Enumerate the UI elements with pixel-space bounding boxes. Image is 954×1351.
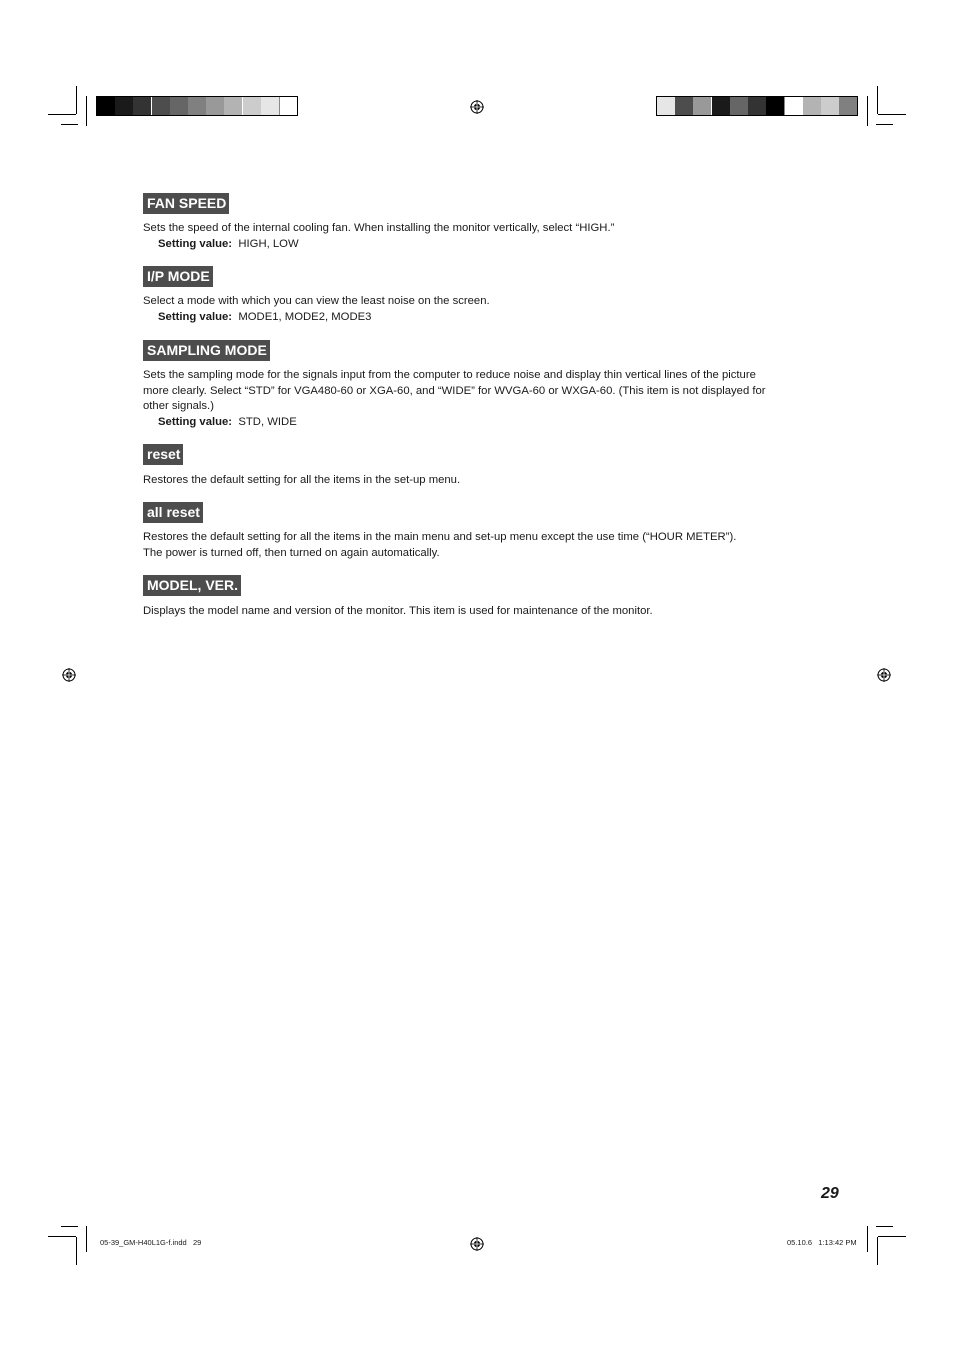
color-swatch [206, 97, 224, 115]
color-swatch [224, 97, 242, 115]
color-swatch [243, 97, 261, 115]
setting-value: HIGH, LOW [238, 238, 299, 250]
color-swatch [784, 97, 802, 115]
registration-mark-icon [62, 668, 76, 682]
setting-value-sampling-mode [158, 415, 297, 431]
crop-mark [76, 1237, 77, 1265]
crop-mark [61, 1226, 78, 1227]
section-heading-all-reset: all reset [143, 502, 203, 523]
registration-mark-icon [470, 100, 484, 114]
crop-mark [48, 1236, 76, 1237]
section-body-fan-speed: Sets the speed of the internal cooling fan. When installing the monitor vertically, select “HIGH.” [143, 222, 615, 234]
section-heading-sampling-mode: SAMPLING MODE [143, 340, 270, 361]
crop-mark [76, 86, 77, 114]
section-body-ip-mode: Select a mode with which you can view the least noise on the screen. [143, 295, 490, 307]
section-heading-fan-speed: FAN SPEED [143, 193, 229, 214]
crop-mark [61, 124, 78, 125]
color-swatch [766, 97, 784, 115]
section-heading-ip-mode: I/P MODE [143, 266, 213, 287]
footer-file-slug: 05-39_GM-H40L1G-f.indd 29 [100, 1238, 202, 1247]
registration-mark-icon [877, 668, 891, 682]
color-swatch [821, 97, 839, 115]
color-swatch [693, 97, 711, 115]
crop-mark [877, 86, 878, 114]
section-body-model-ver: Displays the model name and version of the monitor. This item is used for maintenance of the monitor. [143, 605, 653, 617]
section-body-all-reset [143, 530, 833, 561]
color-swatch [170, 97, 188, 115]
setting-label: Setting value: [158, 311, 233, 323]
body-line: Sets the sampling mode for the signals input from the computer to reduce noise and display thin vertical lines of the picture [143, 369, 756, 381]
setting-value: MODE1, MODE2, MODE3 [238, 311, 372, 323]
crop-mark [876, 124, 893, 125]
crop-mark [878, 1236, 906, 1237]
crop-mark [877, 1237, 878, 1265]
color-swatch [803, 97, 821, 115]
setting-value-fan-speed [158, 237, 299, 253]
body-line: other signals.) [143, 400, 214, 413]
section-heading-reset: reset [143, 444, 183, 465]
crop-mark [867, 96, 868, 126]
page-number: 29 [821, 1185, 839, 1202]
footer-timestamp: 05.10.6 1:13:42 PM [787, 1238, 857, 1247]
body-line: more clearly. Select “STD” for VGA480-60 or XGA-60, and “WIDE” for WVGA-60 or WXGA-60. (This item is not displayed for [143, 384, 766, 397]
body-line: The power is turned off, then turned on again automatically. [143, 546, 440, 559]
section-heading-model-ver: MODEL, VER. [143, 575, 241, 596]
setting-value: STD, WIDE [238, 416, 297, 428]
color-swatch [839, 97, 857, 115]
color-swatch [261, 97, 279, 115]
setting-label: Setting value: [158, 238, 233, 250]
section-body-sampling-mode [143, 368, 843, 415]
color-swatch [152, 97, 170, 115]
crop-mark [86, 1226, 87, 1252]
crop-mark [48, 114, 76, 115]
color-swatch [133, 97, 151, 115]
color-swatch [657, 97, 675, 115]
crop-mark [86, 96, 87, 126]
color-swatch [279, 97, 297, 115]
crop-mark [878, 114, 906, 115]
color-swatch [97, 97, 115, 115]
crop-mark [876, 1226, 893, 1227]
crop-mark [867, 1226, 868, 1252]
color-swatch [712, 97, 730, 115]
color-swatch [730, 97, 748, 115]
color-swatch [748, 97, 766, 115]
body-line: Restores the default setting for all the items in the main menu and set-up menu except the use time (“HOUR METER”). [143, 531, 737, 543]
color-swatch [188, 97, 206, 115]
section-body-reset: Restores the default setting for all the items in the set-up menu. [143, 474, 461, 486]
color-swatch [675, 97, 693, 115]
color-swatch [115, 97, 133, 115]
setting-value-ip-mode [158, 310, 371, 326]
registration-mark-icon [470, 1237, 484, 1251]
setting-label: Setting value: [158, 416, 233, 428]
